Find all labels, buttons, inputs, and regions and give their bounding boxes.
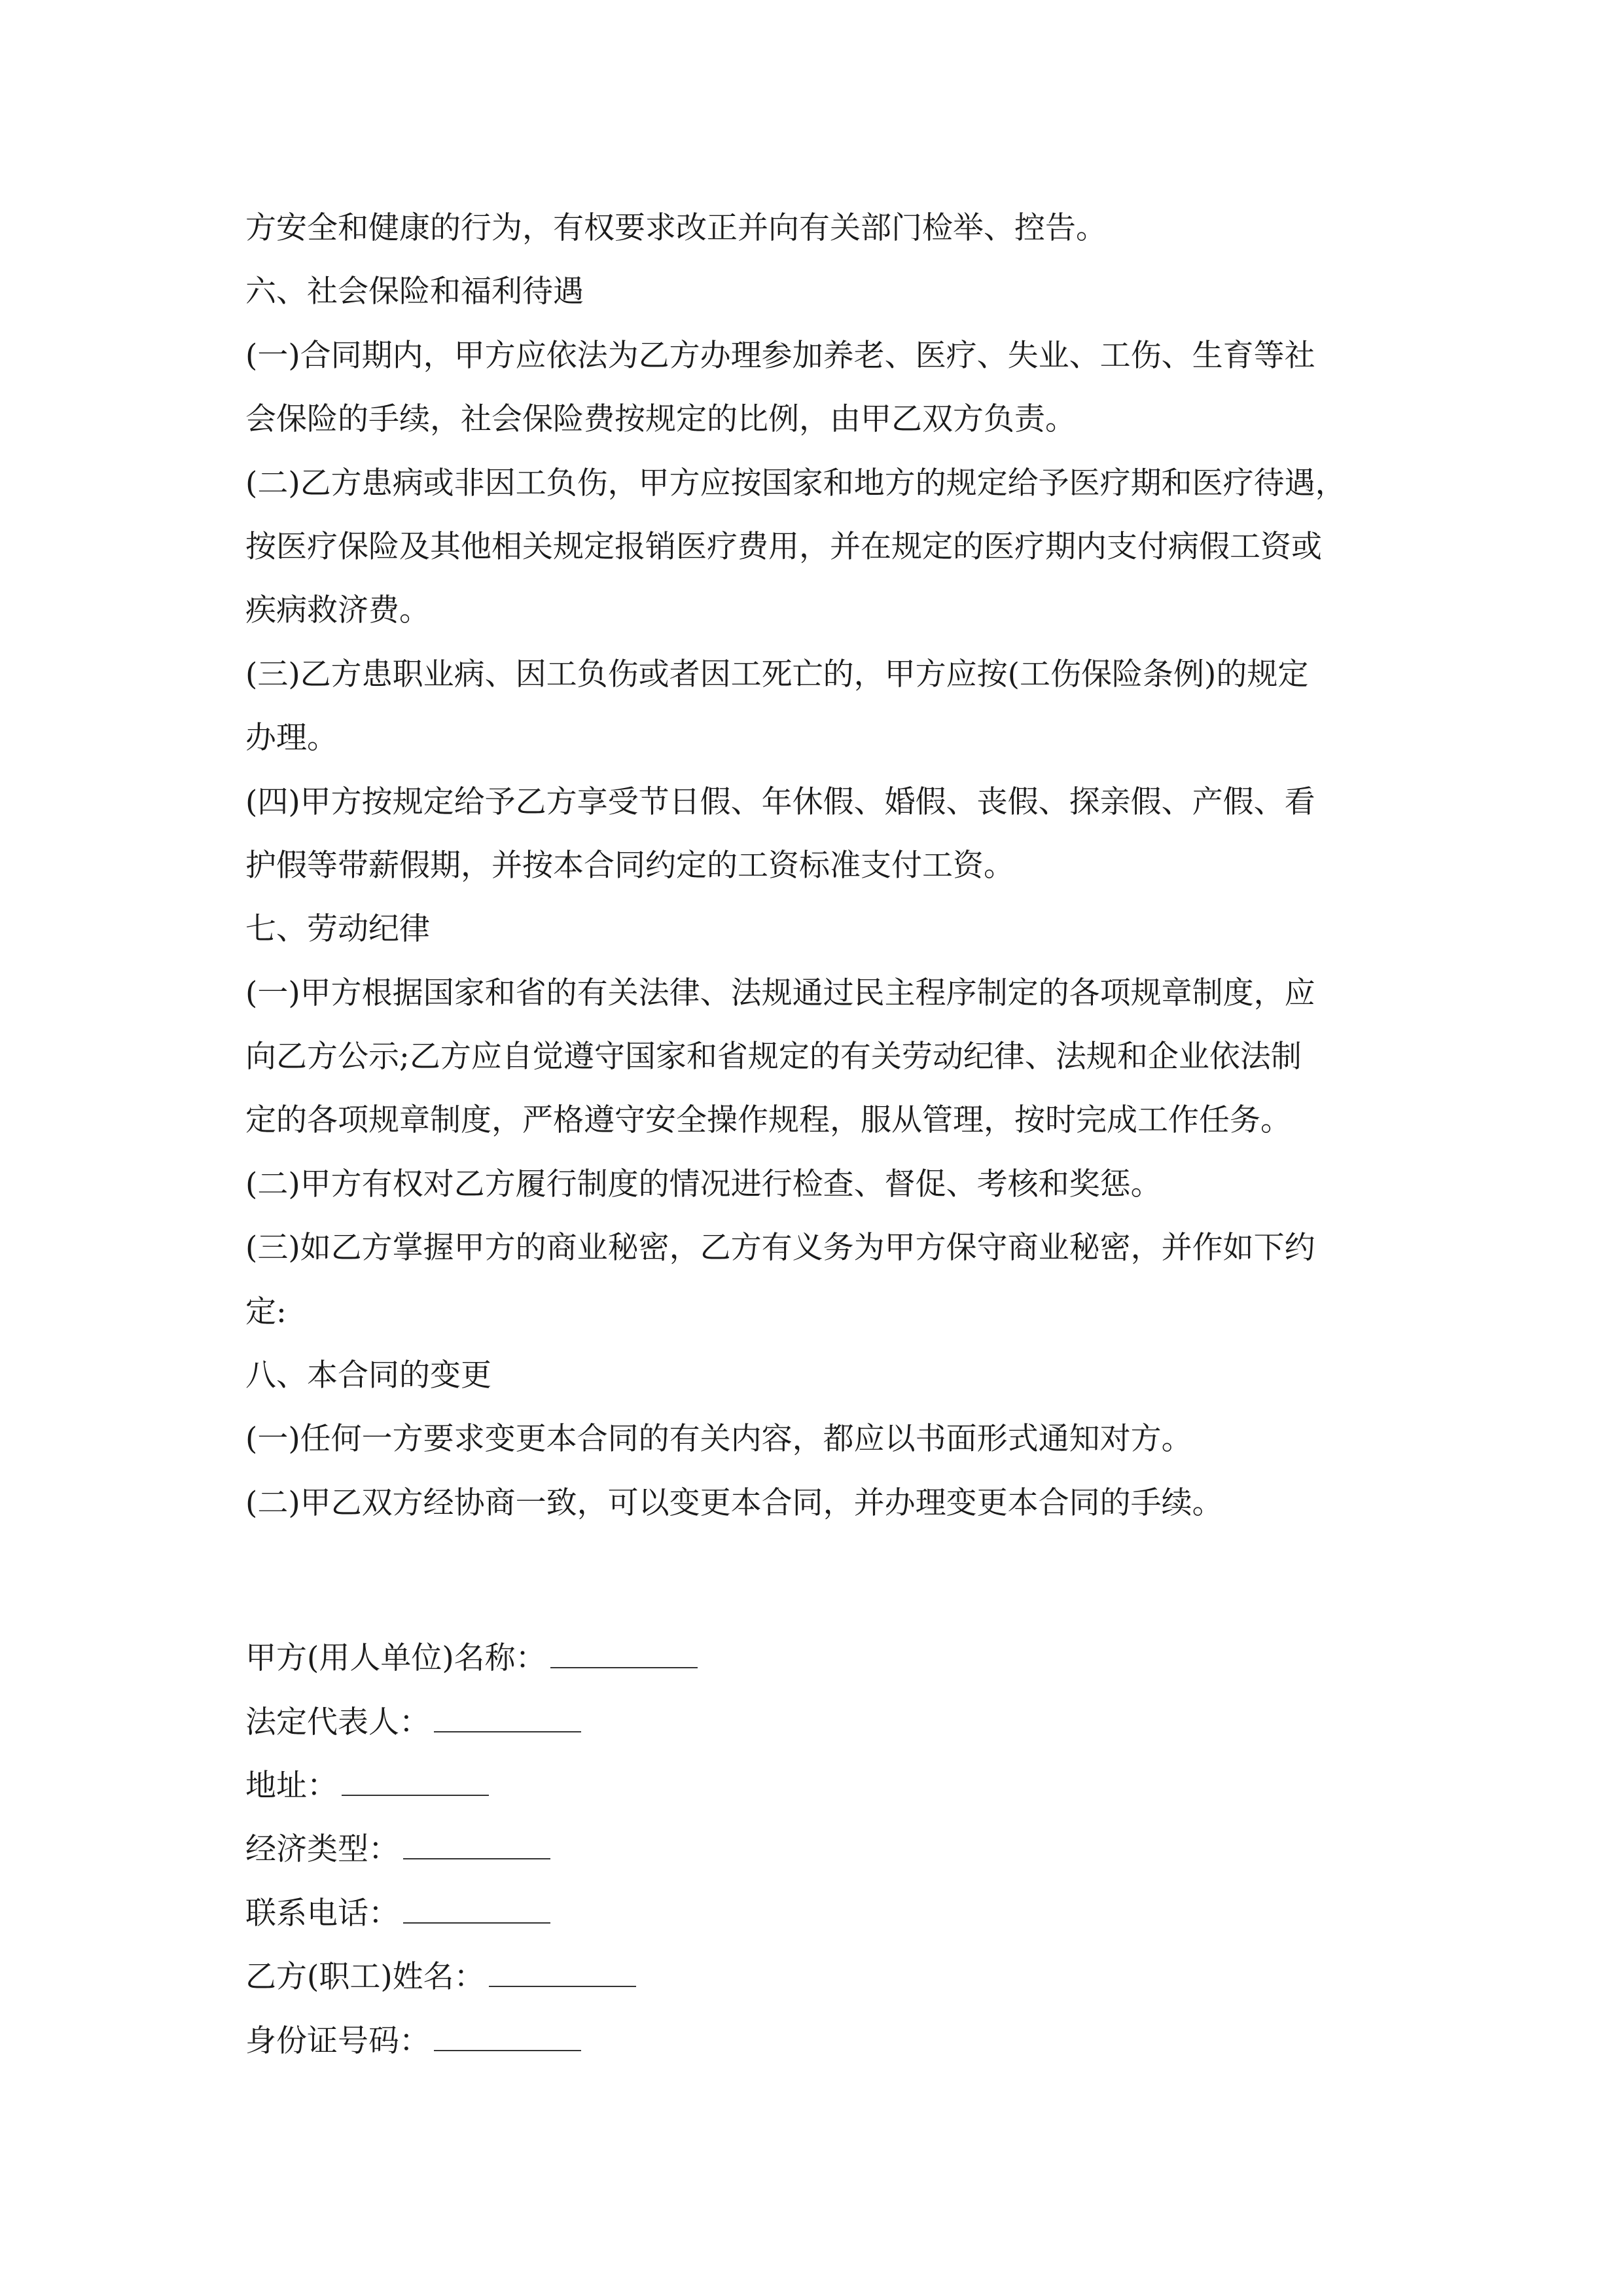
signature-blank-line[interactable] — [403, 1828, 550, 1859]
body-line: 定: — [245, 1293, 287, 1330]
signature-field-employer-name — [245, 1626, 1378, 1690]
signature-field-economic-type — [245, 1818, 1378, 1881]
signature-field-phone — [245, 1882, 1378, 1945]
signature-field-label: 身份证号码： — [245, 2022, 430, 2059]
signature-field-legal-representative — [245, 1691, 1378, 1754]
body-line: (四)甲方按规定给予乙方享受节日假、年休假、婚假、丧假、探亲假、产假、看 — [245, 783, 1315, 820]
body-line: (二)乙方患病或非因工负伤，甲方应按国家和地方的规定给予医疗期和医疗待遇， — [245, 465, 1346, 501]
body-line: 按医疗保险及其他相关规定报销医疗费用，并在规定的医疗期内支付病假工资或 — [245, 528, 1322, 565]
body-line: 护假等带薪假期，并按本合同约定的工资标准支付工资。 — [245, 847, 1014, 884]
body-line: (一)甲方根据国家和省的有关法律、法规通过民主程序制定的各项规章制度，应 — [245, 975, 1315, 1011]
signature-blank-line[interactable] — [434, 2020, 581, 2051]
signature-blank-line[interactable] — [550, 1637, 698, 1668]
signature-blank-line[interactable] — [434, 1701, 581, 1732]
signature-field-label: 经济类型： — [245, 1831, 399, 1868]
body-line: 向乙方公示;乙方应自觉遵守国家和省规定的有关劳动纪律、法规和企业依法制 — [245, 1039, 1302, 1075]
body-line: (三)乙方患职业病、因工负伤或者因工死亡的，甲方应按(工伤保险条例)的规定 — [245, 656, 1309, 692]
signature-blank-line[interactable] — [403, 1892, 550, 1924]
signature-blank-line[interactable] — [489, 1956, 636, 1987]
body-line: 会保险的手续，社会保险费按规定的比例，由甲乙双方负责。 — [245, 401, 1076, 438]
signature-field-employee-name — [245, 1945, 1378, 2009]
signature-field-label: 甲方(用人单位)名称： — [245, 1640, 546, 1677]
body-line: 定的各项规章制度，严格遵守安全操作规程，服从管理，按时完成工作任务。 — [245, 1102, 1291, 1139]
body-line: 方安全和健康的行为，有权要求改正并向有关部门检举、控告。 — [245, 210, 1107, 246]
section-heading: 七、劳动纪律 — [245, 911, 430, 948]
signature-blank-line[interactable] — [342, 1765, 489, 1796]
body-line: (一)合同期内，甲方应依法为乙方办理参加养老、医疗、失业、工伤、生育等社 — [245, 337, 1315, 374]
signature-field-id-number — [245, 2009, 1378, 2073]
document-body — [245, 196, 1378, 2073]
body-line: (一)任何一方要求变更本合同的有关内容，都应以书面形式通知对方。 — [245, 1421, 1192, 1458]
signature-field-label: 地址： — [245, 1767, 338, 1804]
section-heading: 八、本合同的变更 — [245, 1357, 491, 1394]
section-heading: 六、社会保险和福利待遇 — [245, 274, 584, 310]
signature-field-label: 法定代表人： — [245, 1704, 430, 1740]
body-line: (二)甲方有权对乙方履行制度的情况进行检查、督促、考核和奖惩。 — [245, 1166, 1162, 1202]
body-line: 办理。 — [245, 720, 338, 757]
signature-field-address — [245, 1754, 1378, 1818]
signature-field-label: 联系电话： — [245, 1895, 399, 1931]
body-line: (三)如乙方掌握甲方的商业秘密，乙方有义务为甲方保守商业秘密，并作如下约 — [245, 1230, 1315, 1266]
signature-field-label: 乙方(职工)姓名： — [245, 1959, 485, 1996]
body-line: (二)甲乙双方经协商一致，可以变更本合同，并办理变更本合同的手续。 — [245, 1484, 1223, 1521]
body-line: 疾病救济费。 — [245, 592, 430, 629]
section-spacer — [245, 1535, 1378, 1626]
